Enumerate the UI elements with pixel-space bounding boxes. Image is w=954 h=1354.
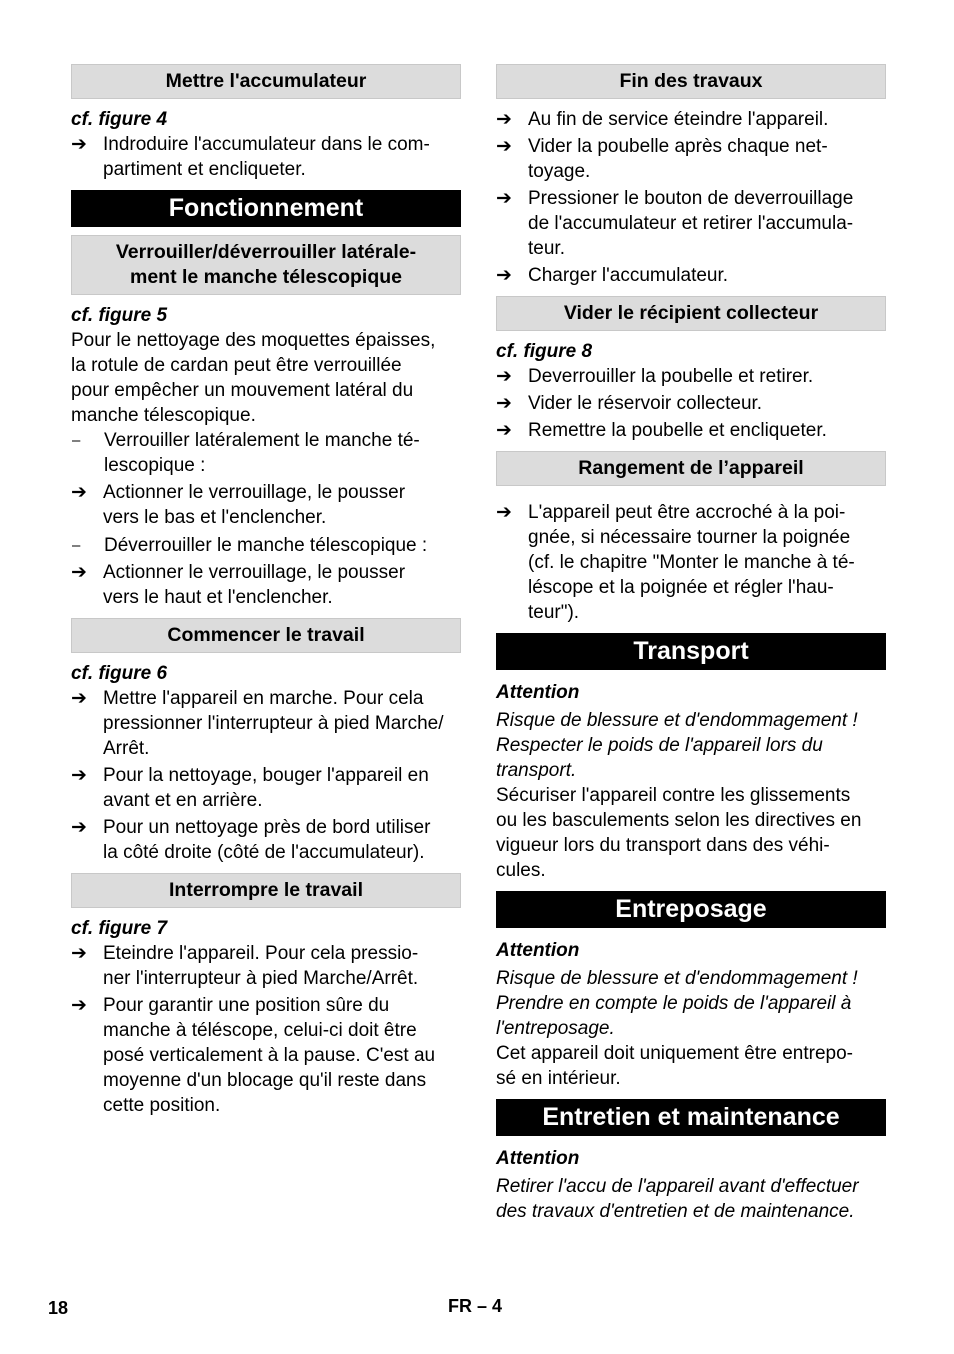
list-item <box>496 263 886 288</box>
arrow-icon: ➔ <box>71 943 87 964</box>
list-item <box>71 480 461 530</box>
list-item <box>496 391 886 416</box>
arrow-icon: ➔ <box>496 188 512 209</box>
item-text: Actionner le verrouillage, le pousser vers le bas et l'enclencher. <box>103 482 406 528</box>
attention-text: Retirer l'accu de l'appareil avant d'effectuer des travaux d'entretien et de maintenance. <box>496 1176 859 1222</box>
figure-ref-7: cf. figure 7 <box>71 918 168 939</box>
list-item <box>71 428 461 478</box>
item-text: Vider la poubelle après chaque net- toyage. <box>528 136 828 182</box>
item-text: Verrouiller latéralement le manche té- lescopique : <box>104 430 420 476</box>
item-text: Indroduire l'accumulateur dans le com- partiment et encliqueter. <box>103 134 430 180</box>
list-item <box>496 107 886 132</box>
arrow-icon: ➔ <box>496 136 512 157</box>
list-item <box>71 560 461 610</box>
attention-label: Attention <box>496 1148 580 1169</box>
heading-commencer-travail: Commencer le travail <box>71 618 461 653</box>
list-item <box>496 500 886 625</box>
paragraph-transport: Sécuriser l'appareil contre les glissements ou les basculements selon les directives en vigueur lors du transport dans des véhi- cules. <box>496 785 862 881</box>
dash-icon: – <box>72 537 81 554</box>
section-title-transport: Transport <box>496 633 886 670</box>
heading-mettre-accumulateur: Mettre l'accumulateur <box>71 64 461 99</box>
item-text: Mettre l'appareil en marche. Pour cela pressionner l'interrupteur à pied Marche/ Arrêt. <box>103 688 444 759</box>
arrow-icon: ➔ <box>71 688 87 709</box>
list-item <box>71 941 461 991</box>
arrow-icon: ➔ <box>71 765 87 786</box>
list-item <box>496 186 886 261</box>
arrow-icon: ➔ <box>496 265 512 286</box>
attention-text: Risque de blessure et d'endommagement ! Respecter le poids de l'appareil lors du transport. <box>496 710 858 781</box>
item-text: Vider le réservoir collecteur. <box>528 393 763 414</box>
heading-vider-recipient: Vider le récipient collecteur <box>496 296 886 331</box>
list-item <box>71 533 461 558</box>
item-text: Pressioner le bouton de deverrouillage de l'accumulateur et retirer l'accumula- teur. <box>528 188 854 259</box>
arrow-icon: ➔ <box>496 502 512 523</box>
arrow-icon: ➔ <box>496 420 512 441</box>
arrow-icon: ➔ <box>496 109 512 130</box>
figure-ref-6: cf. figure 6 <box>71 663 168 684</box>
right-column <box>496 64 886 1224</box>
arrow-icon: ➔ <box>71 562 87 583</box>
list-item <box>496 134 886 184</box>
heading-rangement: Rangement de l’appareil <box>496 451 886 486</box>
figure-ref-8: cf. figure 8 <box>496 341 593 362</box>
section-title-entreposage: Entreposage <box>496 891 886 928</box>
section-title-entretien: Entretien et maintenance <box>496 1099 886 1136</box>
attention-label: Attention <box>496 940 580 961</box>
list-item <box>71 686 461 761</box>
list-item <box>71 815 461 865</box>
item-text: Pour garantir une position sûre du manche à téléscope, celui-ci doit être posé verticalement à la pause. C'est au moyenne d'un blocage qu'il reste dans cette position. <box>103 995 436 1116</box>
list-item <box>496 364 886 389</box>
arrow-icon: ➔ <box>71 482 87 503</box>
item-text: Déverrouiller le manche télescopique : <box>104 535 428 556</box>
heading-verrouiller: Verrouiller/déverrouiller latérale- ment le manche télescopique <box>71 235 461 295</box>
paragraph-verrou-intro: Pour le nettoyage des moquettes épaisses, la rotule de cardan peut être verrouillée pour empêcher un mouvement latéral du manche télescopique. <box>71 330 436 426</box>
section-title-fonctionnement: Fonctionnement <box>71 190 461 227</box>
list-item <box>71 132 461 182</box>
language-page-label: FR – 4 <box>448 1296 503 1316</box>
arrow-icon: ➔ <box>71 995 87 1016</box>
attention-label: Attention <box>496 682 580 703</box>
attention-text: Risque de blessure et d'endommagement ! Prendre en compte le poids de l'appareil à l'entreposage. <box>496 968 858 1039</box>
item-text: Pour un nettoyage près de bord utiliser la côté droite (côté de l'accumulateur). <box>103 817 431 863</box>
list-item <box>496 418 886 443</box>
item-text: Remettre la poubelle et encliqueter. <box>528 420 827 441</box>
item-text: Deverrouiller la poubelle et retirer. <box>528 366 814 387</box>
item-text: Au fin de service éteindre l'appareil. <box>528 109 829 130</box>
item-text: Actionner le verrouillage, le pousser vers le haut et l'enclencher. <box>103 562 406 608</box>
arrow-icon: ➔ <box>496 366 512 387</box>
item-text: Eteindre l'appareil. Pour cela pressio- ner l'interrupteur à pied Marche/Arrêt. <box>103 943 419 989</box>
item-text: L'appareil peut être accroché à la poi- gnée, si nécessaire tourner la poignée (cf. le chapitre "Monter le manche à té- léscope et la poignée et régler l'hau- teur"). <box>528 502 855 623</box>
figure-ref-5: cf. figure 5 <box>71 305 168 326</box>
arrow-icon: ➔ <box>71 817 87 838</box>
figure-ref-4: cf. figure 4 <box>71 109 168 130</box>
arrow-icon: ➔ <box>496 393 512 414</box>
list-item <box>71 763 461 813</box>
arrow-icon: ➔ <box>71 134 87 155</box>
item-text: Pour la nettoyage, bouger l'appareil en avant et en arrière. <box>103 765 429 811</box>
heading-fin-travaux: Fin des travaux <box>496 64 886 99</box>
item-text: Charger l'accumulateur. <box>528 265 729 286</box>
dash-icon: – <box>72 432 81 449</box>
left-column <box>71 64 461 1118</box>
heading-interrompre-travail: Interrompre le travail <box>71 873 461 908</box>
paragraph-entreposage: Cet appareil doit uniquement être entrepo- sé en intérieur. <box>496 1043 854 1089</box>
list-item <box>71 993 461 1118</box>
page-number: 18 <box>48 1298 69 1318</box>
